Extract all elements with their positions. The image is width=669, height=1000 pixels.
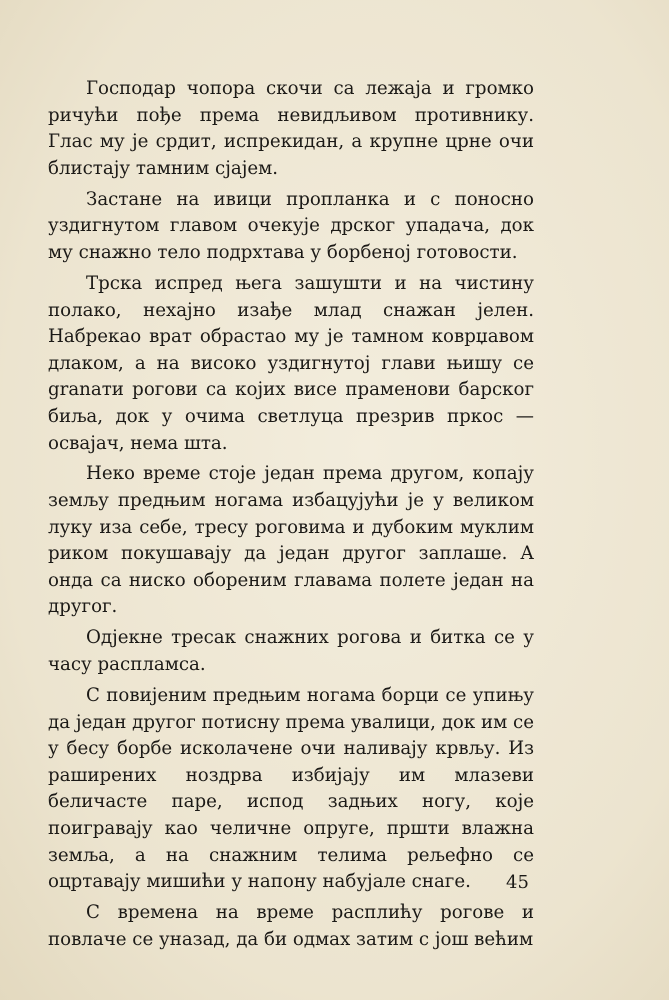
page-number: 45 (506, 872, 529, 893)
paragraph-6: С повијеним предњим ногама борци се упињу да један другог потисну према увалици, док им се у бесу борбе исколачене очи наливају крвљу. Из раширених ноздрва избијају им млазеви беличасте паре, испод задњих ногу, које поигравају као челичне опруге, пршти влажна земља, а на снажним телима рељефно се оцртавају мишићи у напону набујале снаге. (48, 685, 534, 893)
body-text (48, 76, 534, 958)
paragraph-4: Неко време стоје један према другом, копају земљу предњим ногама избацујући је у великом луку иза себе, тресу роговима и дубоким муклим риком покушавају да један другог заплаше. А онда са ниско обореним главама полете један на другог. (48, 463, 534, 618)
paragraph-1: Господар чопора скочи са лежаја и громко ричући пође према невидљивом противнику. Глас му је срдит, испрекидан, а крупне црне очи блистају тамним сјајем. (48, 78, 534, 179)
paragraph-3: Трска испред њега зашушти и на чистину полако, нехајно изађе млад снажан јелен. Набрекао врат обрастао му је тамном коврџавом длаком, а на високо уздигнутој глави њишу се granати рогови са којих висе праменови барског биља, док у очима светлуца презрив пркос — освајач, нема шта. (48, 272, 534, 454)
paragraph-2: Застане на ивици пропланка и с поносно уздигнутом главом очекује дрског упадача, док му снажно тело подрхтава у борбеној готовости. (48, 188, 534, 263)
paragraph-7: С времена на време расплићу рогове и повлаче се уназад, да би одмах затим с још већим (48, 902, 534, 950)
paragraph-5: Одјекне тресак снажних рогова и битка се у часу распламса. (48, 627, 534, 676)
